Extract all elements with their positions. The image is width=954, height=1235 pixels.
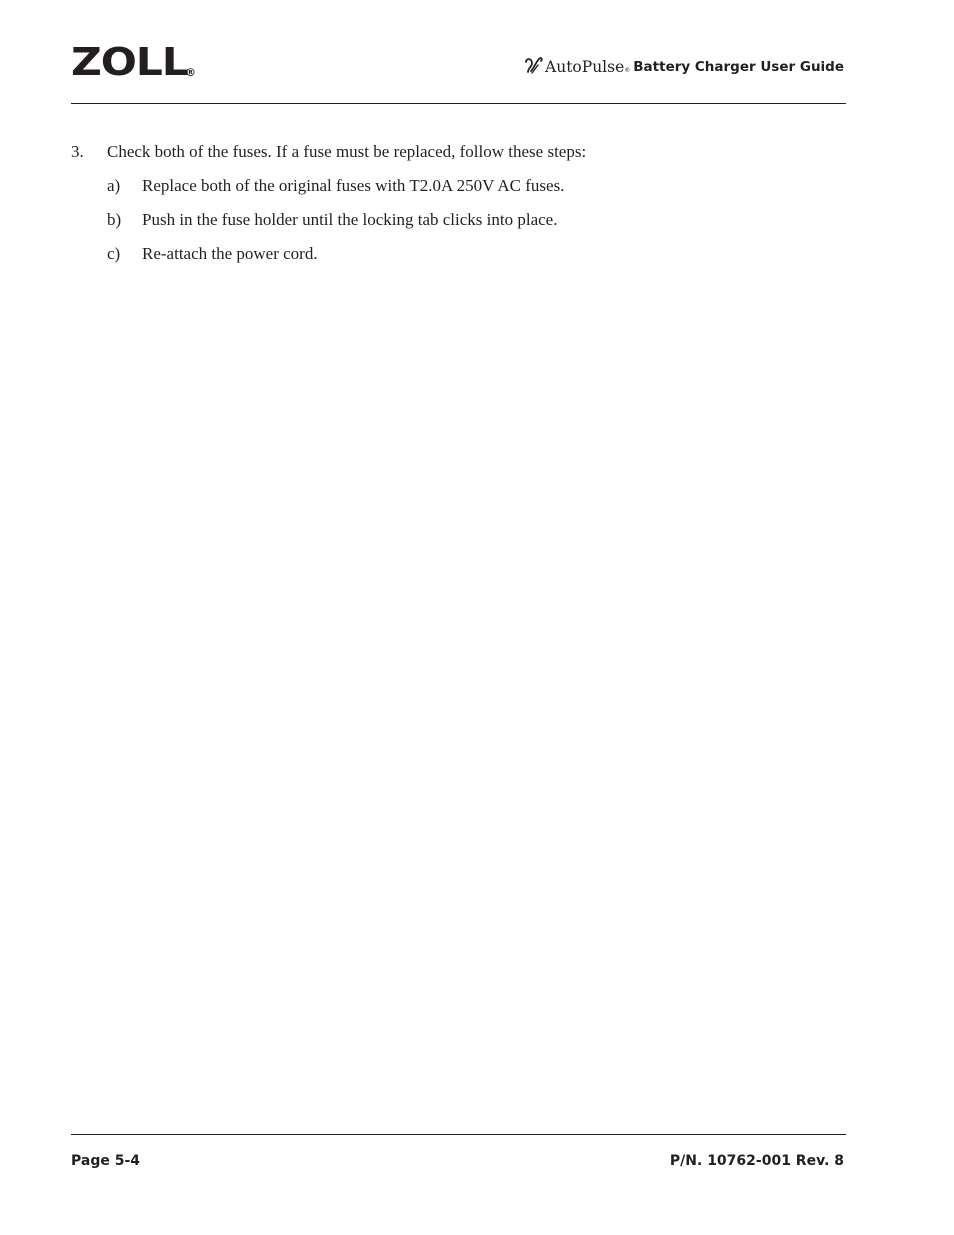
substep-c (71, 242, 846, 266)
zoll-registered-mark: ® (185, 66, 196, 79)
substep-text: Re-attach the power cord. (142, 244, 318, 263)
part-number: P/N. 10762-001 Rev. 8 (669, 1153, 844, 1169)
substep-label: a) (107, 176, 121, 195)
substep-label: c) (107, 244, 121, 263)
step-3 (71, 140, 846, 164)
substep-a (71, 174, 846, 198)
page-number: Page 5-4 (71, 1153, 141, 1169)
substep-b (71, 208, 846, 232)
step-text: Check both of the fuses. If a fuse must be replaced, follow these steps: (107, 142, 587, 161)
page-footer (71, 1134, 846, 1169)
substep-label: b) (107, 210, 122, 229)
page-header (71, 40, 846, 104)
autopulse-logo-icon (524, 56, 544, 76)
document-title: Battery Charger User Guide (633, 59, 844, 75)
substep-text: Replace both of the original fuses with T2.0A 250V AC fuses. (142, 176, 565, 195)
step-number: 3. (71, 142, 84, 161)
product-registered-mark: ® (624, 67, 631, 74)
zoll-logo: ZOLL (71, 40, 188, 84)
page-content (71, 140, 846, 276)
header-title-group (524, 56, 844, 76)
product-name: AutoPulse (545, 58, 625, 76)
substep-text: Push in the fuse holder until the locking tab clicks into place. (142, 210, 558, 229)
